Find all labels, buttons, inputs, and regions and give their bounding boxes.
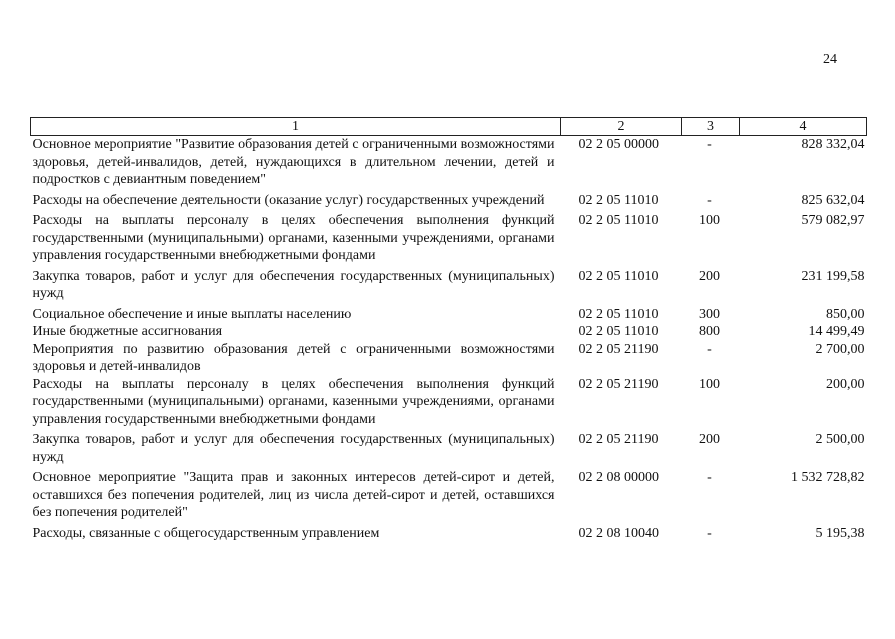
table-row [31, 192, 867, 213]
table-row [31, 469, 867, 525]
row-name: Основное мероприятие "Развитие образования детей с ограниченными возможностями здоровья, детей-инвалидов, детей, нуждающихся в длительном лечении, детей и подростков с девиантным поведением" [32, 137, 555, 187]
row-code: 02 2 05 21190 [578, 341, 659, 357]
row-code: 02 2 05 11010 [578, 306, 659, 322]
header-col-2: 2 [561, 118, 682, 136]
row-name: Основное мероприятие "Защита прав и законных интересов детей-сирот и детей, оставшихся без попечения родителей, лиц из числа детей-сирот и детей, оставшихся без попечения родителей" [32, 470, 555, 520]
row-name: Закупка товаров, работ и услуг для обеспечения государственных (муниципальных) нужд [32, 432, 555, 465]
table-row [31, 212, 867, 268]
table-row [31, 268, 867, 306]
row-expense-type: - [707, 525, 712, 541]
row-expense-type: - [707, 470, 712, 485]
row-amount: 14 499,49 [808, 324, 865, 339]
table-row [31, 136, 867, 192]
row-code: 02 2 05 21190 [578, 432, 659, 447]
row-amount: 825 632,04 [801, 192, 865, 208]
row-expense-type: - [707, 137, 712, 152]
table-row [31, 525, 867, 543]
row-amount: 200,00 [826, 376, 865, 392]
row-expense-type: 200 [699, 268, 720, 284]
row-name: Социальное обеспечение и иные выплаты населению [32, 306, 352, 322]
budget-table [30, 117, 867, 542]
row-code: 02 2 05 11010 [578, 324, 659, 339]
row-amount: 5 195,38 [815, 525, 865, 541]
row-code: 02 2 05 11010 [578, 192, 659, 208]
row-amount: 2 500,00 [815, 432, 865, 447]
row-amount: 1 532 728,82 [791, 470, 865, 485]
row-name: Расходы, связанные с общегосударственным управлением [32, 525, 380, 541]
row-amount: 231 199,58 [801, 268, 865, 284]
row-name: Расходы на выплаты персоналу в целях обеспечения выполнения функций государственными (муниципальными) органами, казенными учреждениями, органами управления государственными внебюджетными фондами [32, 213, 555, 263]
row-code: 02 2 08 00000 [578, 470, 659, 485]
table-row [31, 306, 867, 324]
table-row [31, 431, 867, 469]
row-name: Мероприятия по развитию образования детей с ограниченными возможностями здоровья и детей-инвалидов [32, 341, 555, 374]
header-col-4: 4 [740, 118, 867, 136]
table-row [31, 341, 867, 376]
table-row [31, 376, 867, 432]
row-amount: 850,00 [826, 306, 865, 322]
header-col-1: 1 [31, 118, 561, 136]
row-code: 02 2 05 11010 [578, 213, 659, 228]
row-name: Расходы на выплаты персоналу в целях обеспечения выполнения функций государственными (муниципальными) органами, казенными учреждениями, органами управления государственными внебюджетными фондами [32, 376, 555, 427]
row-expense-type: 100 [699, 376, 720, 392]
row-code: 02 2 05 11010 [578, 268, 659, 284]
row-amount: 828 332,04 [801, 137, 865, 152]
header-row [31, 118, 867, 136]
table-row [31, 323, 867, 341]
row-expense-type: 100 [699, 213, 720, 228]
page-number: 24 [823, 52, 837, 67]
row-expense-type: 300 [699, 306, 720, 322]
row-expense-type: - [707, 341, 712, 357]
row-expense-type: 800 [699, 324, 720, 339]
row-expense-type: 200 [699, 432, 720, 447]
row-name: Расходы на обеспечение деятельности (оказание услуг) государственных учреждений [32, 192, 545, 208]
row-name: Иные бюджетные ассигнования [32, 324, 223, 339]
row-code: 02 2 05 00000 [578, 137, 659, 152]
row-amount: 2 700,00 [815, 341, 865, 357]
row-amount: 579 082,97 [801, 213, 865, 228]
row-code: 02 2 08 10040 [578, 525, 659, 541]
row-code: 02 2 05 21190 [578, 376, 659, 392]
header-col-3: 3 [682, 118, 740, 136]
row-expense-type: - [707, 192, 712, 208]
row-name: Закупка товаров, работ и услуг для обеспечения государственных (муниципальных) нужд [32, 268, 555, 301]
